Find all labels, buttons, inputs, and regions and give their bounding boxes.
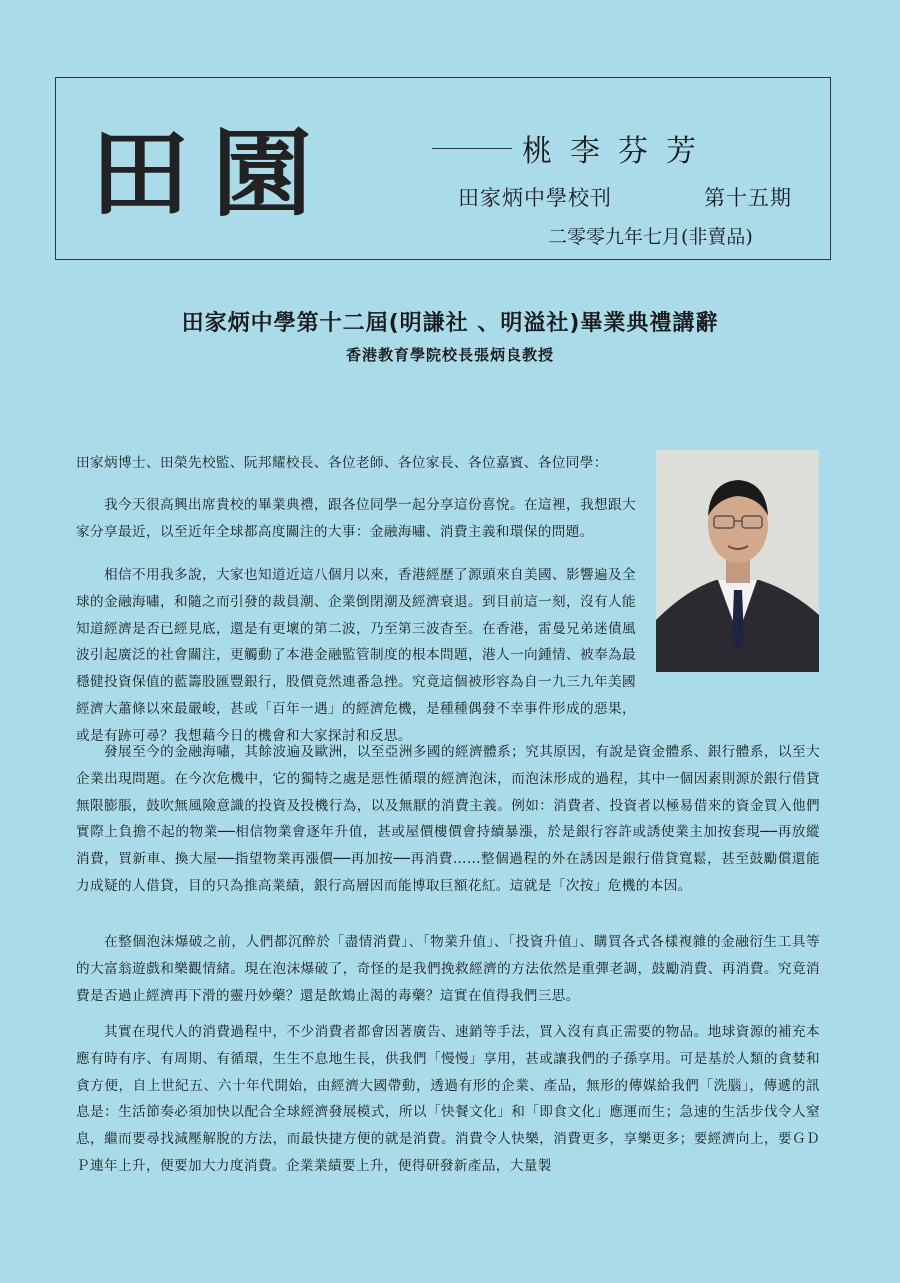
motto-dash — [432, 148, 512, 149]
article-title: 田家炳中學第十二屆(明謙社 、明溢社)畢業典禮講辭 — [181, 311, 719, 336]
article-author: 香港教育學院校長張炳良教授 — [345, 346, 554, 364]
publication-date: 二零零九年七月(非賣品) — [548, 226, 753, 248]
masthead-logo: 田園 — [90, 116, 334, 230]
school-publication-name: 田家炳中學校刊 — [458, 186, 612, 210]
body-paragraph: 發展至今的金融海嘯，其餘波遍及歐洲，以至亞洲多國的經濟體系；究其原因，有說是資金體系、銀行體系，以至大企業出現問題。在今次危機中，它的獨特之處是惡性循環的經濟泡沫，而泡沫形成的過程，其中一個因素則源於銀行借貸無限膨脹，鼓吹無風險意識的投資及投機行為，以及無厭的消費主義。例如：消費者、投資者以極易借來的資金買入他們實際上負擔不起的物業──相信物業會逐年升值，甚或屋價樓價會持續暴漲，於是銀行容許或誘使業主加按套現──再放縱消費，買新車、換大屋──指望物業再漲價──再加按──再消費……整個過程的外在誘因是銀行借貸寬鬆，甚至鼓勵償還能力成疑的人借貸，目的只為推高業績，銀行高層因而能博取巨額花紅。這就是「次按」危機的本因。 — [76, 744, 820, 894]
body-paragraph: 我今天很高興出席貴校的畢業典禮，跟各位同學一起分享這份喜悅。在這裡，我想跟大家分享最近，以至近年全球都高度關注的大事：金融海嘯、消費主義和環保的問題。 — [76, 497, 636, 540]
author-portrait-photo — [656, 450, 819, 672]
masthead-motto: 桃李芬芳 — [522, 134, 714, 169]
body-paragraph: 在整個泡沫爆破之前，人們都沉醉於「盡情消費」、「物業升值」、「投資升值」、購買各式各樣複雜的金融衍生工具等的大富翁遊戲和樂觀情緒。現在泡沫爆破了，奇怪的是我們挽救經濟的方法依然是重彈老調，鼓勵消費、再消費。究竟消費是否過止經濟再下滑的靈丹妙藥？還是飲鴆止渴的毒藥？這實在值得我們三思。 — [76, 934, 820, 1004]
body-paragraph: 其實在現代人的消費過程中，不少消費者都會因著廣告、速銷等手法，買入沒有真正需要的物品。地球資源的補充本應有時有序、有周期、有循環，生生不息地生長，供我們「慢慢」享用，甚或讓我們的子孫享用。可是基於人類的貪婪和貪方便，自上世紀五、六十年代開始，由經濟大國帶動，透過有形的企業、產品，無形的傳媒給我們「洗腦」，傳遞的訊息是：生活節奏必須加快以配合全球經濟發展模式，所以「快餐文化」和「即食文化」應運而生；急速的生活步伐令人窒息，繼而要尋找減壓解脫的方法，而最快捷方便的就是消費。消費令人快樂，消費更多，享樂更多；要經濟向上，要ＧＤＰ連年上升，便要加大力度消費。企業業績要上升，便得研發新產品，大量製 — [76, 1024, 820, 1174]
greeting-paragraph: 田家炳博士、田榮先校監、阮邦耀校長、各位老師、各位家長、各位嘉賓、各位同學： — [76, 455, 608, 471]
issue-number: 第十五期 — [704, 186, 792, 210]
body-paragraph: 相信不用我多說，大家也知道近這八個月以來，香港經歷了源頭來自美國、影響遍及全球的金融海嘯，和隨之而引發的裁員潮、企業倒閉潮及經濟衰退。到目前這一刻，沒有人能知道經濟是否已經見底，還是有更壞的第二波，乃至第三波杳至。在香港，雷曼兄弟迷債風波引起廣泛的社會關注，更觸動了本港金融監管制度的根本問題，港人一向鍾情、被奉為最穩健投資保值的藍籌股匯豐銀行，股價竟然連番急挫。究竟這個被形容為自一九三九年美國經濟大蕭條以來最嚴峻，甚或「百年一遇」的經濟危機，是種種偶發不幸事件形成的惡果，或是有跡可尋？我想藉今日的機會和大家探討和反思。 — [76, 567, 636, 744]
